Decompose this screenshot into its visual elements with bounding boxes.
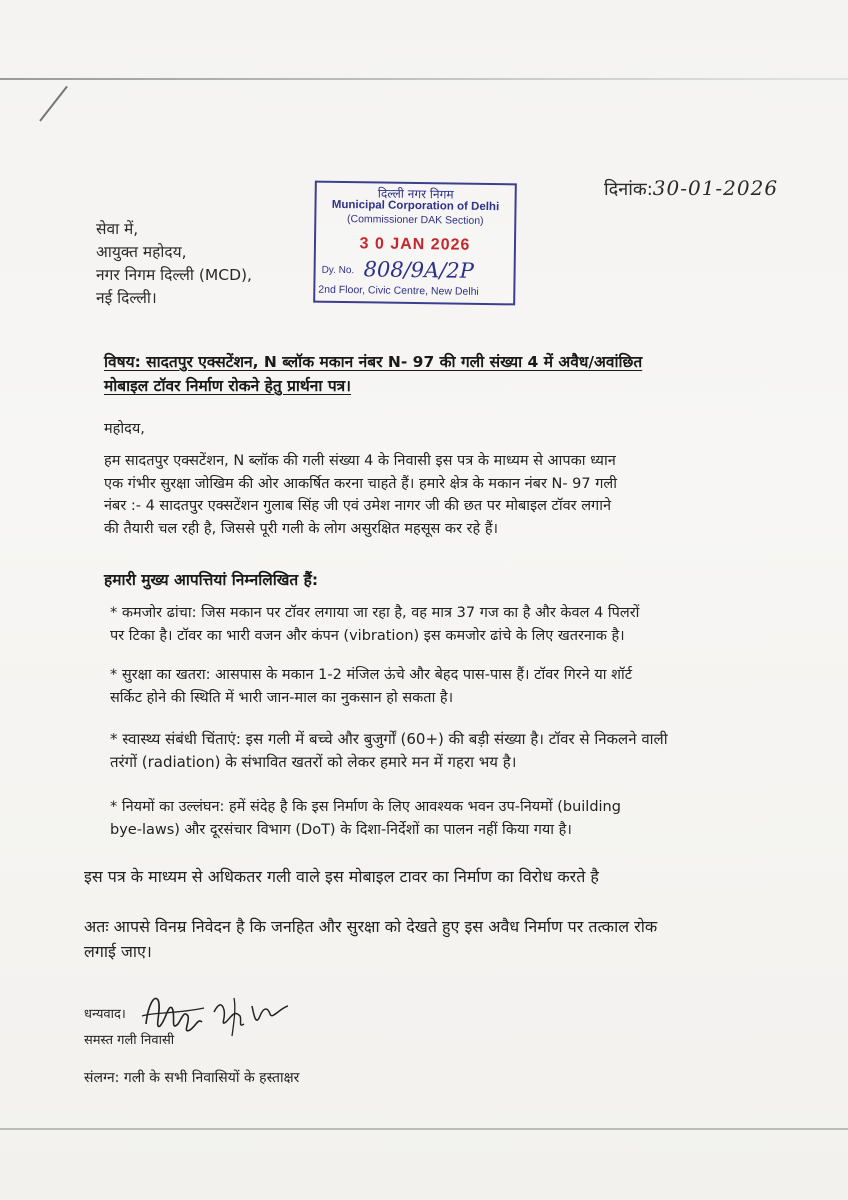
stamp-dy-number: 808/9A/2P bbox=[363, 257, 475, 283]
intro-line: हम सादतपुर एक्सटेंशन, N ब्लॉक की गली संख्या 4 के निवासी इस पत्र के माध्यम से आपका ध्यान bbox=[104, 453, 616, 469]
salutation: महोदय, bbox=[104, 421, 145, 437]
objection-line: * कमजोर ढांचा: जिस मकान पर टॉवर लगाया जा रहा है, वह मात्र 37 गज का है और केवल 4 पिलरों bbox=[110, 605, 640, 621]
intro-line: एक गंभीर सुरक्षा जोखिम की ओर आकर्षित करना चाहते हैं। हमारे क्षेत्र के मकान नंबर N- 97 गली bbox=[104, 475, 617, 492]
objection-item bbox=[110, 664, 632, 709]
address-line: नगर निगम दिल्ली (MCD), bbox=[96, 266, 252, 284]
objection-line: पर टिका है। टॉवर का भारी वजन और कंपन (vibration) इस कमजोर ढांचे के लिए खतरनाक है। bbox=[110, 627, 625, 644]
closing-statement bbox=[84, 864, 599, 889]
receipt-stamp bbox=[313, 181, 517, 306]
closing-request bbox=[84, 914, 657, 964]
pen-mark bbox=[39, 86, 68, 122]
date-line bbox=[604, 176, 778, 201]
objection-item bbox=[110, 728, 668, 773]
stamp-date: 3 0 JAN 2026 bbox=[359, 235, 471, 254]
address-line: नई दिल्ली। bbox=[96, 289, 157, 307]
objections-heading: हमारी मुख्य आपत्तियां निम्नलिखित हैं: bbox=[104, 571, 319, 589]
closing-line: अतः आपसे विनम्र निवेदन है कि जनहित और सुरक्षा को देखते हुए इस अवैध निर्माण पर तत्काल रोक bbox=[84, 917, 658, 936]
objection-line: सर्किट होने की स्थिति में भारी जान-माल का नुकसान हो सकता है। bbox=[110, 689, 454, 706]
scan-bottom-edge bbox=[0, 1128, 848, 1130]
address-line: सेवा में, bbox=[96, 220, 139, 238]
closing-line: इस पत्र के माध्यम से अधिकतर गली वाले इस मोबाइल टावर का निर्माण का विरोध करते है bbox=[84, 867, 599, 886]
closing-line: लगाई जाए। bbox=[84, 942, 152, 961]
intro-line: की तैयारी चल रही है, जिससे पूरी गली के लोग असुरक्षित महसूस कर रहे हैं। bbox=[104, 520, 499, 537]
signatory: समस्त गली निवासी bbox=[84, 1033, 175, 1048]
stamp-org-hindi: दिल्ली नगर निगम bbox=[377, 186, 454, 202]
subject-line: मोबाइल टॉवर निर्माण रोकने हेतु प्रार्थना पत्र। bbox=[104, 377, 352, 395]
stamp-org-english: Municipal Corporation of Delhi bbox=[331, 198, 500, 214]
attachment-note: संलग्न: गली के सभी निवासियों के हस्ताक्षर bbox=[84, 1070, 300, 1086]
objection-line: * स्वास्थ्य संबंधी चिंताएं: इस गली में बच्चे और बुजुर्गों (60+) की बड़ी संख्या है। टॉवर से निकलने वाली bbox=[110, 730, 668, 748]
objection-line: तरंगों (radiation) के संभावित खतरों को लेकर हमारे मन में गहरा भय है। bbox=[110, 752, 517, 771]
objection-line: * नियमों का उल्लंघन: हमें संदेह है कि इस निर्माण के लिए आवश्यक भवन उप-नियमों (building bbox=[110, 799, 621, 815]
objection-line: bye-laws) और दूरसंचार विभाग (DoT) के दिशा-निर्देशों का पालन नहीं किया गया है। bbox=[110, 821, 572, 838]
stamp-section: (Commissioner DAK Section) bbox=[346, 213, 484, 227]
objection-line: * सुरक्षा का खतरा: आसपास के मकान 1-2 मंजिल ऊंचे और बेहद पास-पास हैं। टॉवर गिरने या शॉर्ट bbox=[110, 667, 633, 683]
subject-line: विषय: सादतपुर एक्सटेंशन, N ब्लॉक मकान नंबर N- 97 की गली संख्या 4 में अवैध/अवांछित bbox=[104, 353, 643, 371]
intro-paragraph bbox=[104, 450, 617, 540]
sign-off: धन्यवाद। bbox=[84, 1007, 126, 1022]
letter-subject bbox=[104, 350, 724, 398]
stamp-address: 2nd Floor, Civic Centre, New Delhi bbox=[318, 283, 479, 298]
signature-block bbox=[84, 986, 304, 1056]
address-line: आयुक्त महोदय, bbox=[96, 243, 187, 261]
stamp-dy-label: Dy. No. bbox=[321, 264, 355, 277]
date-label: दिनांक: bbox=[604, 179, 653, 200]
intro-line: नंबर :- 4 सादतपुर एक्सटेंशन गुलाब सिंह जी एवं उमेश नागर जी की छत पर मोबाइल टॉवर लगाने bbox=[104, 498, 612, 514]
date-value: 30-01-2026 bbox=[652, 176, 779, 200]
objection-item bbox=[110, 602, 639, 647]
recipient-address bbox=[96, 218, 252, 310]
objection-item bbox=[110, 796, 621, 841]
scan-edge-line bbox=[0, 78, 848, 80]
